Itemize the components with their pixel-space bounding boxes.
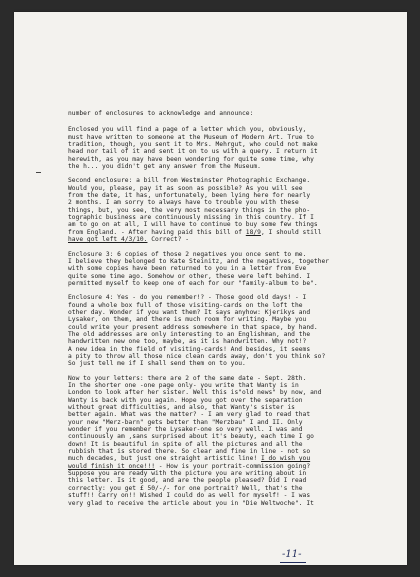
text-line: So just tell me if I shall send them on to you. xyxy=(68,360,246,368)
text-line: this letter. Is it good, and are the people pleased? Did I read xyxy=(68,477,307,485)
underlined-phrase: 18/9 xyxy=(245,228,261,236)
text-line: from England. - After having paid this bill of 18/9, I should still xyxy=(68,228,322,236)
text-line: am to go on at all, I will have to continue to buy some few things xyxy=(68,221,318,229)
text-line: Second enclosure: a bill from Westminster Photographic Exchange. xyxy=(68,177,311,185)
paragraph xyxy=(68,375,403,507)
text-line: herewith, as you may have been wondering for quite some time, why xyxy=(68,155,314,163)
text-line: tographic business are continuously missing in this country. If I xyxy=(68,214,314,222)
text-line: quite some time ago. Somehow or other, these were left behind. I xyxy=(68,272,311,280)
underlined-phrase: have got left 4/3/10. xyxy=(68,236,148,244)
text-line: continuously am ,sans surprised about it's beauty, each time I go xyxy=(68,433,314,441)
paragraph xyxy=(68,177,403,243)
text-line: wonder if you remember the Lysaker-one so very well. I was and xyxy=(68,426,303,434)
letter-page xyxy=(14,12,407,565)
text-line: Enclosure 4: Yes - do you remember!? - Those good old days! - I xyxy=(68,294,307,302)
letter-body xyxy=(68,110,403,514)
text-line: down! It is beautiful in spite of all the pictures and all the xyxy=(68,440,303,448)
text-line: In the shorter one -one page only- you write that Wanty is in xyxy=(68,382,299,389)
text-line: would finish it once!!! - How is your portrait-commission going? xyxy=(68,462,311,470)
text-line: your new "Merz-barn" gets better than "Merzbau" I and II. Only xyxy=(68,418,303,426)
text-line: very glad to receive the article about you in "Die Weltwoche". It xyxy=(68,499,314,507)
text-line: could write your present address somewhere in that space, by hand. xyxy=(68,323,318,331)
text-line: Would you, please, pay it as soon as possible? As you will see xyxy=(68,184,303,192)
text-line: Suppose you are ready with the picture you are writing about in xyxy=(68,470,307,478)
text-line: things, but, you see, the very most necessary things in the pho- xyxy=(68,206,311,214)
text-line: Now to your letters: there are 2 of the same date - Sept. 28th. xyxy=(68,374,307,382)
text-line: head nor tail of it and sent it on to us with a query. I return it xyxy=(68,148,318,156)
page-number: -11- xyxy=(282,549,302,560)
text-line: A new idea in the field of visiting-cards! And besides, it seems xyxy=(68,345,311,353)
text-line: Enclosed you will find a page of a letter which you, obviously, xyxy=(68,126,307,134)
page-number-underline xyxy=(280,562,306,563)
text-line: have got left 4/3/10. Correct? - xyxy=(68,236,190,244)
text-line: permitted myself to keep one of each for our "family-album to be". xyxy=(68,279,318,287)
text-line: rubbish that is stored there. So clear and fine in line - not so xyxy=(68,448,311,456)
margin-mark xyxy=(36,172,41,173)
text-line: Enclosure 3: 6 copies of those 2 negatives you once sent to me. xyxy=(68,250,307,258)
text-line: I believe they belonged to Kate Steinitz, and the negatives, together xyxy=(68,257,330,265)
paragraph xyxy=(68,126,403,170)
text-line: correctly: you get £ 50/-/- for one portrait? Well, that's the xyxy=(68,484,303,492)
text-line: Wanty is back with you again. Hope you got over the separation xyxy=(68,396,303,404)
letter-heading: number of enclosures to acknowledge and announce: xyxy=(68,110,254,117)
text-line: without great difficulties, and also, that Wanty's sister is xyxy=(68,404,295,412)
text-line: stuff!! Carry on!! Wished I could do as well for myself! - I was xyxy=(68,492,311,500)
text-line: London to look after her sister. Well this is"old news" by now, and xyxy=(68,389,322,397)
underlined-phrase: would finish it once!!! xyxy=(68,462,156,470)
underlined-phrase: I do wish you xyxy=(260,455,311,463)
letter-paragraphs xyxy=(68,126,403,507)
text-line: found a whole box full of those visiting-cards on the loft the xyxy=(68,301,303,309)
text-line: a pity to throw all those nice clean cards away, don't you think so? xyxy=(68,352,326,360)
text-line: better again. What was the matter? - I am very glad to read that xyxy=(68,411,311,419)
text-line: Lysaker, on them, and there is much room for writing. Maybe you xyxy=(68,316,307,324)
text-line: The old addresses are only interesting to an Englishman, and the xyxy=(68,330,311,338)
text-line: other day. Wonder if you want them? It says anyhow: Kjerikys and xyxy=(68,308,311,316)
paragraph xyxy=(68,294,403,367)
text-line: must have written to someone at the Museum of Modern Art. True to xyxy=(68,133,314,141)
text-line: from the date, it has, unfortunately, been lying here for nearly xyxy=(68,192,311,200)
text-line: much decades, but just one straight artistic line! I do wish you xyxy=(68,455,311,463)
text-line: 2 months. I am sorry to always have to trouble you with these xyxy=(68,199,299,207)
text-line: with some copies have been returned to you in a letter from Eve xyxy=(68,265,307,273)
text-line: handwritten new one too, maybe, as it is handwritten. Why not!? xyxy=(68,338,307,346)
text-line: the h... you didn't get any answer from the Museum. xyxy=(68,163,261,171)
paragraph xyxy=(68,251,403,288)
text-line: tradition, though, you sent it to Mrs. Mehrgut, who could not make xyxy=(68,141,318,149)
